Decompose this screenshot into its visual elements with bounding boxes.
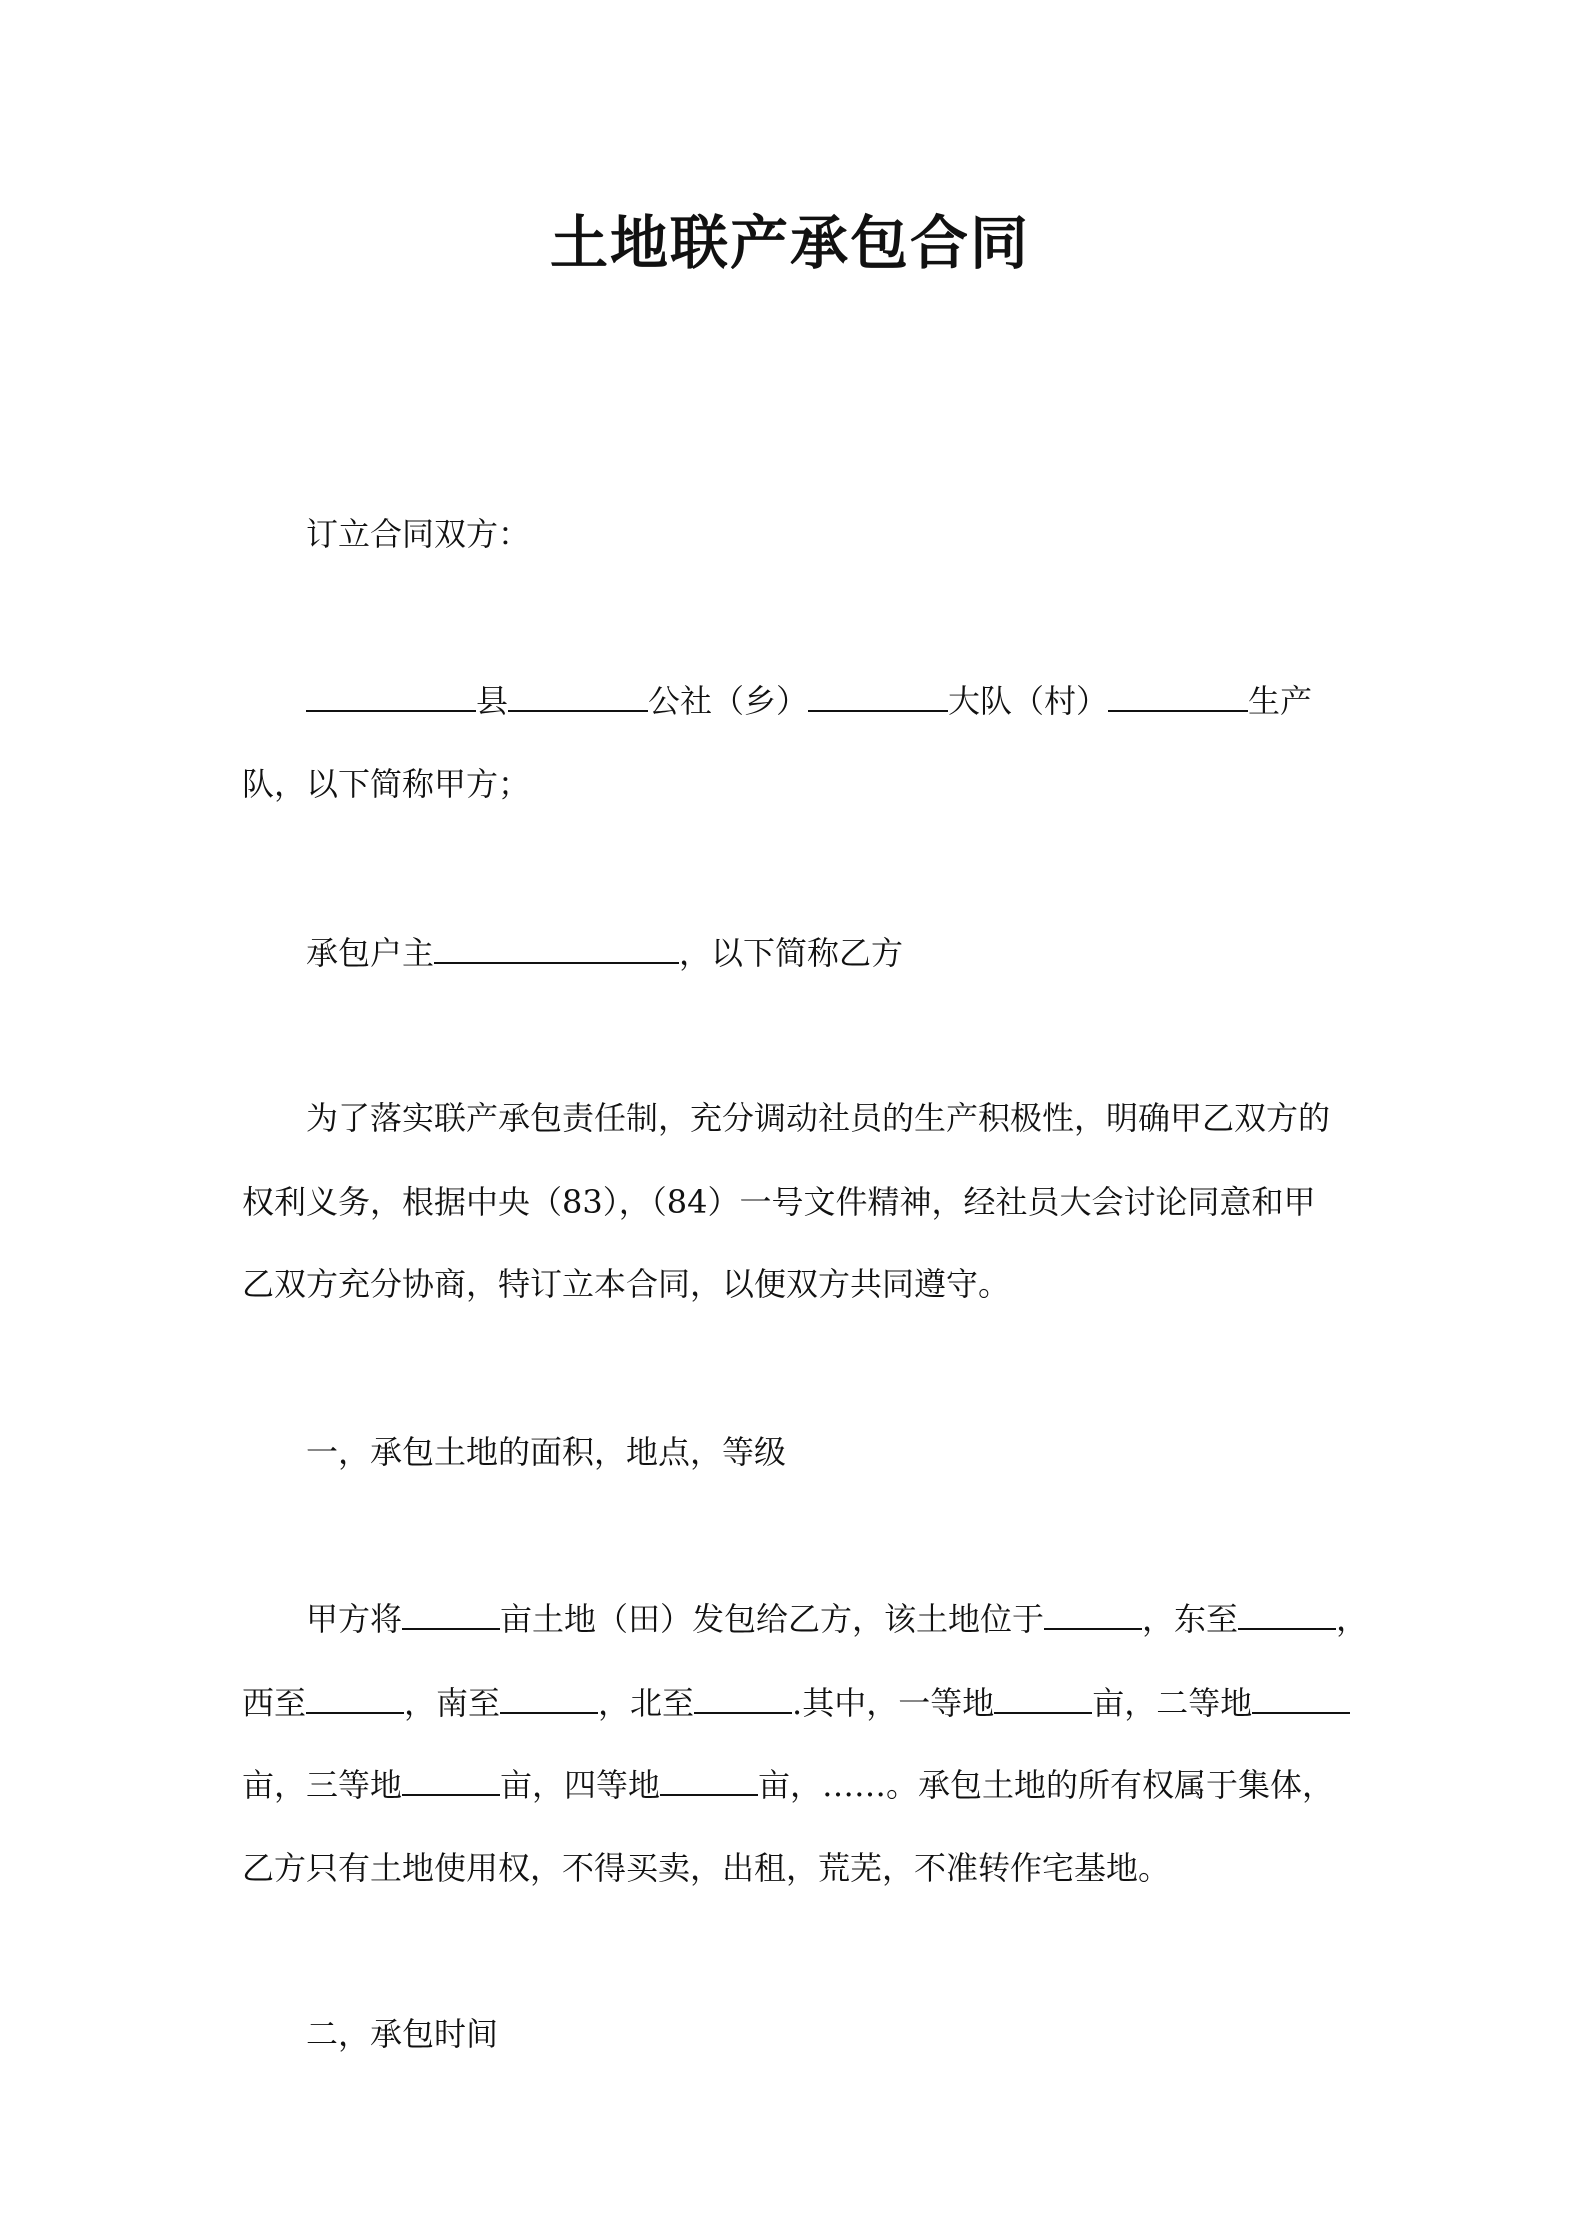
location-blank[interactable]: [1044, 1598, 1142, 1630]
text-segment: 甲方将: [306, 1600, 403, 1638]
text-segment: ，东至: [1142, 1600, 1239, 1638]
west-blank[interactable]: [306, 1682, 404, 1714]
parties-heading: 订立合同双方：: [306, 515, 531, 553]
section-1-line-1: [306, 1598, 1368, 1639]
section-1-line-2: [242, 1682, 1350, 1723]
text-segment: ，: [1336, 1600, 1369, 1638]
text-segment: 亩，三等地: [242, 1766, 403, 1804]
text-segment: 亩土地（田）发包给乙方，该土地位于: [500, 1600, 1045, 1638]
grade-3-blank[interactable]: [402, 1764, 500, 1796]
party-a-line-2: 队，以下简称甲方；: [242, 765, 531, 803]
grade-4-blank[interactable]: [660, 1764, 758, 1796]
area-blank[interactable]: [402, 1598, 500, 1630]
purpose-line-1: 为了落实联产承包责任制，充分调动社员的生产积极性，明确甲乙双方的: [306, 1099, 1331, 1137]
text-segment: 亩，……。承包土地的所有权属于集体，: [758, 1766, 1335, 1804]
brigade-suffix: 大队（村）: [948, 682, 1109, 720]
text-segment: ，南至: [404, 1684, 501, 1722]
householder-blank[interactable]: [434, 932, 679, 964]
text-segment: ，北至: [598, 1684, 695, 1722]
text-segment: 亩，二等地: [1092, 1684, 1253, 1722]
south-blank[interactable]: [500, 1682, 598, 1714]
section-1-line-3: [242, 1764, 1334, 1805]
brigade-blank[interactable]: [808, 680, 948, 712]
east-blank[interactable]: [1238, 1598, 1336, 1630]
purpose-line-3: 乙双方充分协商，特订立本合同，以便双方共同遵守。: [242, 1265, 1011, 1303]
text-segment: 亩，四等地: [500, 1766, 661, 1804]
county-blank[interactable]: [306, 680, 476, 712]
county-suffix: 县: [476, 682, 509, 720]
team-blank[interactable]: [1108, 680, 1248, 712]
text-segment: .其中，一等地: [792, 1684, 995, 1722]
purpose-line-2: 权利义务，根据中央（83），（84）一号文件精神，经社员大会讨论同意和甲: [242, 1183, 1316, 1221]
document-title: 土地联产承包合同: [549, 209, 1030, 277]
north-blank[interactable]: [694, 1682, 792, 1714]
commune-blank[interactable]: [508, 680, 648, 712]
section-1-line-4: 乙方只有土地使用权，不得买卖，出租，荒芜，不准转作宅基地。: [242, 1849, 1171, 1887]
section-2-heading: 二，承包时间: [306, 2015, 499, 2053]
commune-suffix: 公社（乡）: [648, 682, 809, 720]
party-b-line: [306, 932, 903, 973]
section-1-heading: 一，承包土地的面积，地点，等级: [306, 1433, 787, 1471]
party-b-prefix: 承包户主: [306, 934, 435, 972]
text-segment: 西至: [242, 1684, 307, 1722]
party-b-suffix: ，以下简称乙方: [679, 934, 904, 972]
grade-2-blank[interactable]: [1252, 1682, 1350, 1714]
grade-1-blank[interactable]: [994, 1682, 1092, 1714]
team-suffix: 生产: [1248, 682, 1313, 720]
party-a-line-1: [306, 680, 1312, 721]
